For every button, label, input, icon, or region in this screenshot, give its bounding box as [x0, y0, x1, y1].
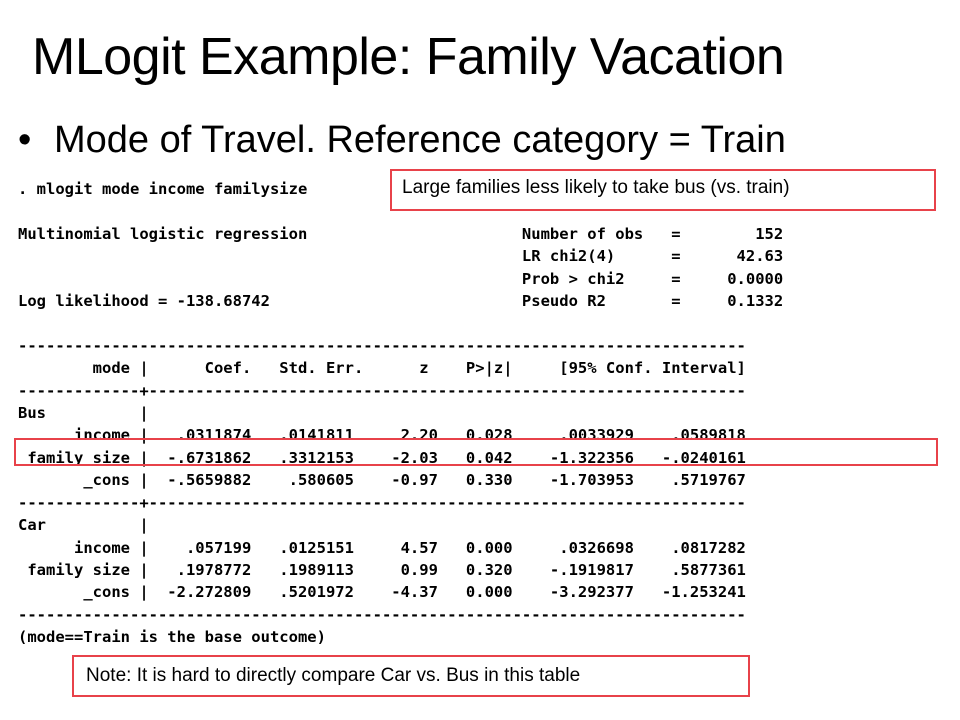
output-line: -------------+----------------------------------------------------------------: [18, 381, 746, 400]
output-line: mode | Coef. Std. Err. z P>|z| [95% Conf. Interval]: [18, 359, 746, 378]
output-line: ------------------------------------------------------------------------------: [18, 605, 746, 624]
callout-bus-family-size: [390, 169, 936, 211]
output-line: . mlogit mode income familysize: [18, 180, 308, 198]
output-line: Car |: [18, 516, 149, 535]
output-line: income | .0311874 .0141811 2.20 0.028 .0033929 .0589818: [18, 426, 746, 445]
output-line: Log likelihood = -138.68742 Pseudo R2 = 0.1332: [18, 292, 784, 311]
callout-top-text: Large families less likely to take bus (vs. train): [402, 177, 790, 198]
slide-title: MLogit Example: Family Vacation: [32, 28, 785, 86]
bullet-text: Mode of Travel. Reference category = Train: [54, 119, 786, 161]
stata-output: [18, 178, 783, 649]
output-line: -------------+----------------------------------------------------------------: [18, 493, 746, 512]
output-line: Multinomial logistic regression Number of obs = 152: [18, 224, 784, 243]
output-line: _cons | -2.272809 .5201972 -4.37 0.000 -3.292377 -1.253241: [18, 583, 746, 602]
output-line: Prob > chi2 = 0.0000: [18, 269, 784, 288]
bullet-point: [18, 118, 786, 164]
output-line: family size | -.6731862 .3312153 -2.03 0.042 -1.322356 -.0240161: [18, 448, 746, 467]
bullet-icon: •: [18, 119, 32, 161]
output-line: family size | .1978772 .1989113 0.99 0.320 -.1919817 .5877361: [18, 560, 746, 579]
output-line: income | .057199 .0125151 4.57 0.000 .0326698 .0817282: [18, 538, 746, 557]
output-line: (mode==Train is the base outcome): [18, 628, 326, 647]
output-line: _cons | -.5659882 .580605 -0.97 0.330 -1.703953 .5719767: [18, 471, 746, 490]
output-line: LR chi2(4) = 42.63: [18, 247, 784, 266]
callout-compare-note: [72, 655, 750, 697]
output-line: ------------------------------------------------------------------------------: [18, 336, 746, 355]
bus-family-size-highlight: [14, 438, 938, 466]
callout-bottom-text: Note: It is hard to directly compare Car vs. Bus in this table: [86, 665, 581, 686]
output-line: Bus |: [18, 404, 149, 423]
